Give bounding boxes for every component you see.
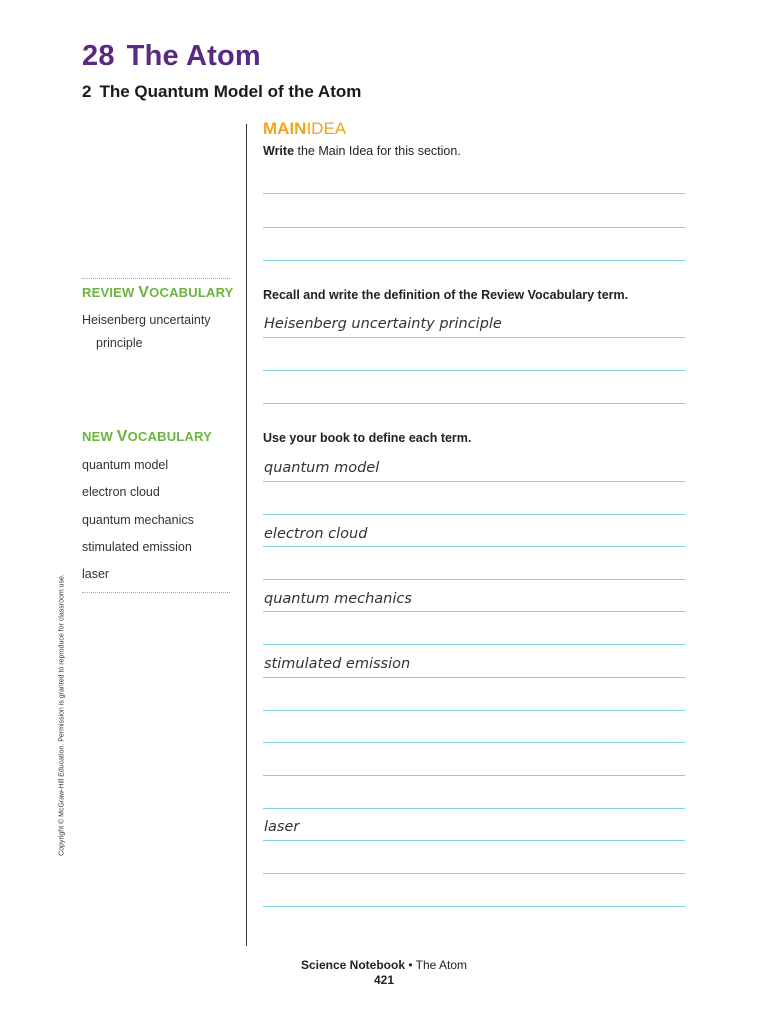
new-vocab-heading-word2: VOCABULARY — [116, 428, 212, 445]
footer-running-title — [0, 958, 768, 972]
review-vocab-term-line2: principle — [96, 336, 143, 350]
footer-separator: • — [405, 958, 416, 972]
main-idea-write-line[interactable] — [263, 227, 685, 228]
new-vocab-term: quantum model — [82, 458, 169, 472]
chapter-name: The Atom — [126, 40, 261, 72]
main-idea-instruction — [263, 144, 461, 158]
new-vocab-term: quantum mechanics — [82, 513, 194, 527]
chapter-number: 28 — [82, 40, 115, 72]
definition-write-line[interactable] — [263, 808, 685, 809]
main-idea-write-line[interactable] — [263, 193, 685, 194]
review-vocab-term-line1: Heisenberg uncertainty — [82, 313, 211, 327]
new-vocab-answer-term: quantum mechanics — [264, 591, 412, 607]
main-idea-heading — [263, 119, 346, 139]
definition-write-line[interactable] — [263, 742, 685, 743]
definition-write-line[interactable] — [263, 644, 685, 645]
definition-write-line[interactable] — [263, 611, 685, 612]
main-idea-instruction-rest: the Main Idea for this section. — [294, 144, 461, 158]
main-idea-heading-idea: IDEA — [306, 119, 347, 138]
new-vocab-heading — [82, 428, 212, 446]
definition-write-line[interactable] — [263, 775, 685, 776]
definition-write-line[interactable] — [263, 873, 685, 874]
definition-write-line[interactable] — [263, 579, 685, 580]
definition-write-line[interactable] — [263, 840, 685, 841]
new-vocab-heading-word1: NEW — [82, 429, 113, 444]
section-name: The Quantum Model of the Atom — [99, 82, 362, 101]
review-vocab-write-line[interactable] — [263, 337, 685, 338]
definition-write-line[interactable] — [263, 481, 685, 482]
main-idea-heading-main: MAIN — [263, 119, 307, 138]
main-idea-instruction-verb: Write — [263, 144, 295, 158]
section-number: 2 — [82, 82, 92, 101]
review-vocab-heading-word1: REVIEW — [82, 285, 135, 300]
review-vocab-write-line[interactable] — [263, 370, 685, 371]
new-vocab-term: laser — [82, 567, 110, 581]
review-vocab-heading — [82, 284, 234, 302]
copyright-notice: Copyright © McGraw-Hill Education. Permission is granted to reproduce for classroom use. — [58, 574, 66, 856]
footer-chapter: The Atom — [415, 958, 468, 972]
main-idea-write-line[interactable] — [263, 260, 685, 261]
new-vocab-answer-term: quantum model — [264, 460, 380, 476]
new-vocab-bottom-divider — [82, 592, 230, 593]
new-vocab-answer-term: electron cloud — [264, 526, 368, 542]
footer-book: Science Notebook — [300, 958, 405, 972]
new-vocab-answer-term: stimulated emission — [264, 656, 411, 672]
new-vocab-instruction: Use your book to define each term. — [263, 431, 472, 445]
new-vocab-term: stimulated emission — [82, 540, 192, 554]
review-vocab-heading-word2: VOCABULARY — [138, 284, 234, 301]
column-divider — [246, 124, 247, 946]
page-number: 421 — [373, 973, 395, 987]
review-vocab-answer-term: Heisenberg uncertainty principle — [264, 316, 502, 332]
review-vocab-write-line[interactable] — [263, 403, 685, 404]
definition-write-line[interactable] — [263, 677, 685, 678]
review-vocab-instruction: Recall and write the definition of the Review Vocabulary term. — [263, 288, 629, 302]
review-vocab-top-divider — [82, 278, 230, 279]
definition-write-line[interactable] — [263, 710, 685, 711]
new-vocab-answer-term: laser — [264, 819, 300, 835]
new-vocab-term: electron cloud — [82, 485, 160, 499]
definition-write-line[interactable] — [263, 546, 685, 547]
definition-write-line[interactable] — [263, 514, 685, 515]
chapter-title — [82, 40, 261, 73]
definition-write-line[interactable] — [263, 906, 685, 907]
section-title — [82, 82, 361, 102]
